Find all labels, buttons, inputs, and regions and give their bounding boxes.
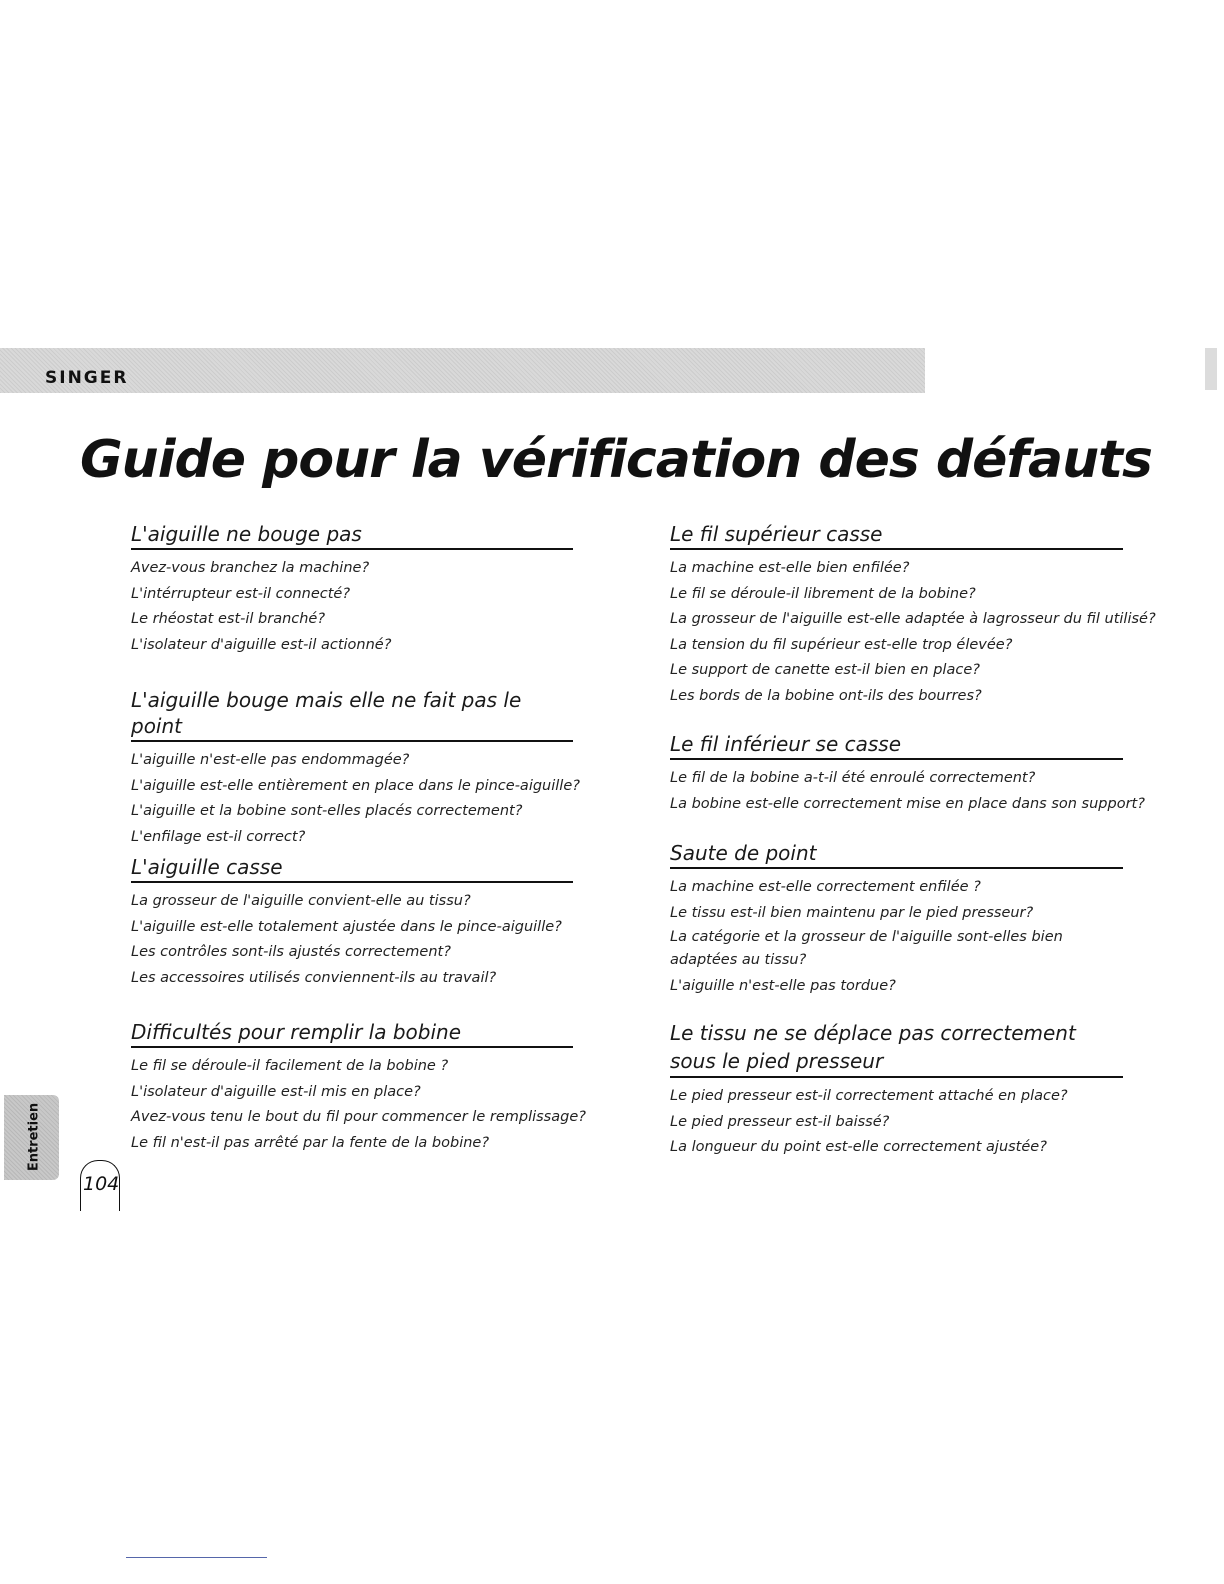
list-item: La machine est-elle correctement enfilée ? xyxy=(670,879,981,895)
list-item: La grosseur de l'aiguille convient-elle au tissu? xyxy=(131,893,471,909)
list-item: L'aiguille est-elle entièrement en place dans le pince-aiguille? xyxy=(131,777,580,794)
checklist xyxy=(131,889,573,991)
checklist xyxy=(670,875,1123,1000)
side-tab-label: Entretien xyxy=(26,1102,42,1172)
section-lower-thread-breaks xyxy=(670,731,1145,817)
list-item: Le pied presseur est-il baissé? xyxy=(670,1113,890,1130)
checklist xyxy=(131,1054,586,1156)
footer-rule xyxy=(126,1557,267,1558)
page-number-text: 104 xyxy=(83,1173,120,1195)
list-item: Avez-vous branchez la machine? xyxy=(131,560,370,576)
list-item: Le fil n'est-il pas arrêté par la fente de la bobine? xyxy=(131,1134,490,1151)
list-item: Le support de canette est-il bien en place? xyxy=(670,662,980,678)
checklist xyxy=(670,1084,1123,1161)
list-item: L'aiguille est-elle totalement ajustée dans le pince-aiguille? xyxy=(131,918,562,935)
page-title: Guide pour la vérification des défauts xyxy=(80,430,1152,490)
list-item: L'intérrupteur est-il connecté? xyxy=(131,585,351,602)
section-needle-breaks xyxy=(131,854,573,991)
section-needle-no-stitch xyxy=(131,687,580,850)
section-fabric-not-feeding xyxy=(670,1019,1123,1161)
list-item: Les bords de la bobine ont-ils des bourres? xyxy=(670,687,982,704)
section-heading: Difficultés pour remplir la bobine xyxy=(131,1019,573,1048)
header-band xyxy=(0,348,925,393)
list-item: Les accessoires utilisés conviennent-ils au travail? xyxy=(131,969,497,986)
list-item: Le fil se déroule-il librement de la bobine? xyxy=(670,585,976,602)
list-item: L'aiguille n'est-elle pas endommagée? xyxy=(131,752,410,768)
checklist xyxy=(670,556,1156,709)
brand-logo: SINGER xyxy=(45,368,129,388)
list-item: Le fil de la bobine a-t-il été enroulé correctement? xyxy=(670,770,1036,786)
section-bobbin-winding xyxy=(131,1019,586,1156)
list-item: Le tissu est-il bien maintenu par le pied presseur? xyxy=(670,904,1034,921)
side-tab xyxy=(4,1095,59,1180)
list-item: La bobine est-elle correctement mise en place dans son support? xyxy=(670,795,1145,812)
list-item: Le fil se déroule-il facilement de la bobine ? xyxy=(131,1058,449,1074)
section-needle-not-moving xyxy=(131,521,573,658)
section-upper-thread-breaks xyxy=(670,521,1156,709)
list-item: L'aiguille et la bobine sont-elles placés correctement? xyxy=(131,803,523,819)
section-skipped-stitches xyxy=(670,840,1123,1000)
page-number xyxy=(80,1160,120,1211)
list-item: La catégorie et la grosseur de l'aiguille sont-elles bien adaptées au tissu? xyxy=(670,929,1063,968)
section-heading: L'aiguille ne bouge pas xyxy=(131,521,573,550)
checklist xyxy=(131,748,580,850)
list-item: La machine est-elle bien enfilée? xyxy=(670,560,910,576)
list-item: L'isolateur d'aiguille est-il actionné? xyxy=(131,636,392,653)
section-heading: Le tissu ne se déplace pas correctement sous le pied presseur xyxy=(670,1019,1123,1078)
list-item: L'enfilage est-il correct? xyxy=(131,828,306,845)
section-heading: L'aiguille bouge mais elle ne fait pas le point xyxy=(131,687,573,742)
list-item: Le rhéostat est-il branché? xyxy=(131,611,326,627)
list-item: L'isolateur d'aiguille est-il mis en place? xyxy=(131,1083,421,1100)
section-heading: Saute de point xyxy=(670,840,1123,869)
list-item: La grosseur de l'aiguille est-elle adaptée à lagrosseur du fil utilisé? xyxy=(670,611,1156,627)
list-item: L'aiguille n'est-elle pas tordue? xyxy=(670,978,896,994)
edge-strip xyxy=(1205,348,1217,390)
list-item: La tension du fil supérieur est-elle trop élevée? xyxy=(670,636,1013,653)
checklist xyxy=(131,556,573,658)
section-heading: Le fil supérieur casse xyxy=(670,521,1123,550)
checklist xyxy=(670,766,1145,817)
section-heading: Le fil inférieur se casse xyxy=(670,731,1123,760)
list-item: Les contrôles sont-ils ajustés correctement? xyxy=(131,944,451,960)
list-item: Le pied presseur est-il correctement attaché en place? xyxy=(670,1088,1068,1104)
list-item: Avez-vous tenu le bout du fil pour commencer le remplissage? xyxy=(131,1109,586,1125)
list-item: La longueur du point est-elle correctement ajustée? xyxy=(670,1139,1047,1155)
section-heading: L'aiguille casse xyxy=(131,854,573,883)
